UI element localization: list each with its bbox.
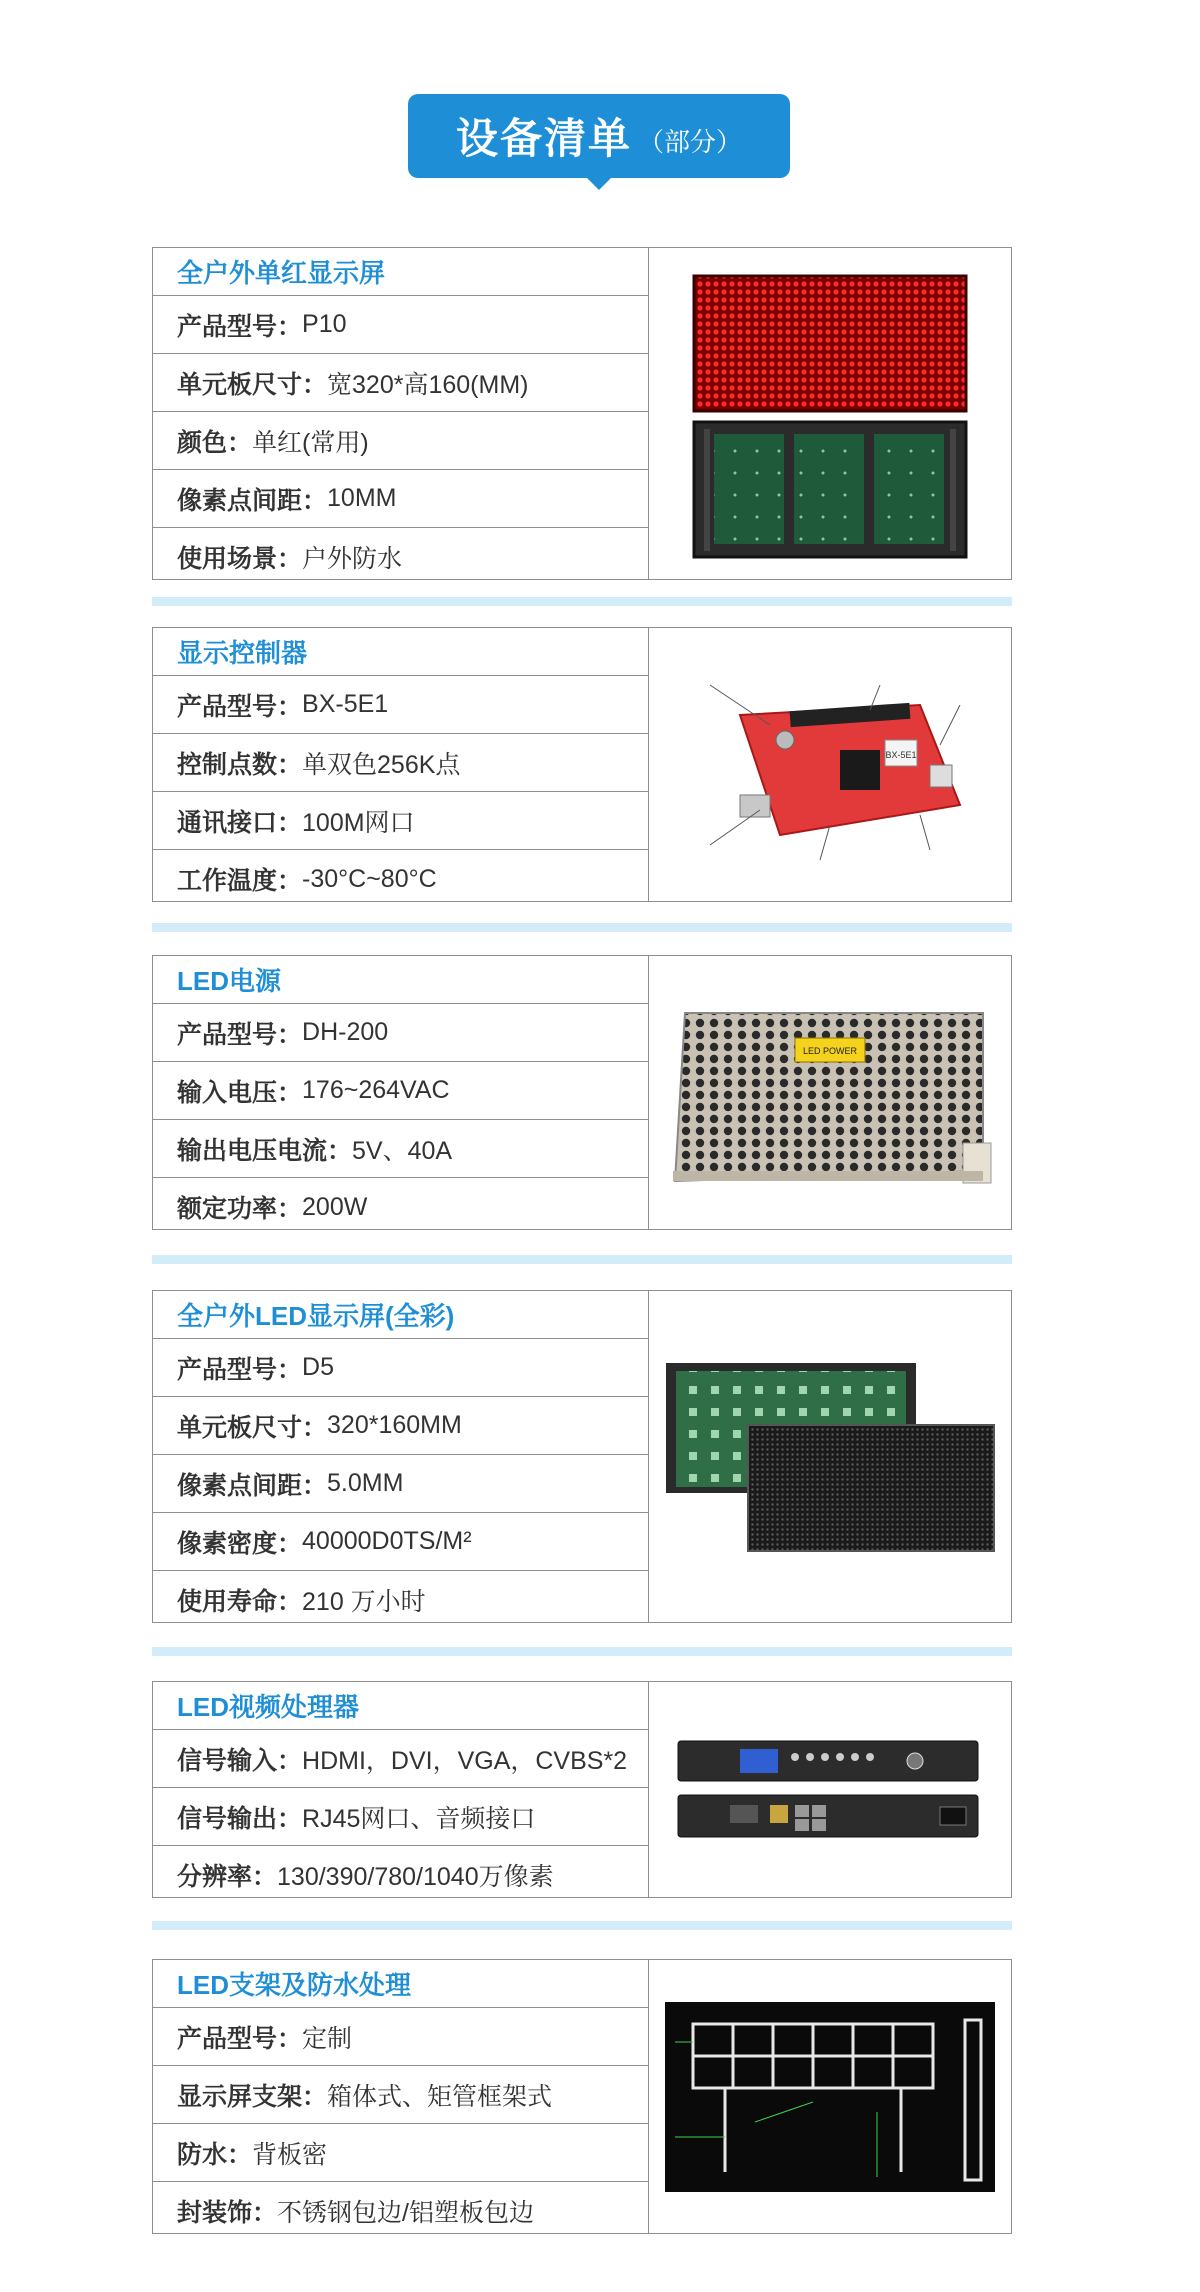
spec-list: [153, 1291, 649, 1622]
spec-label: 输出电压电流：: [177, 1136, 353, 1165]
spec-label: 单元板尺寸：: [177, 370, 328, 399]
spec-label: 防水：: [177, 2140, 253, 2169]
spec-value: 5.0MM: [327, 1469, 404, 1497]
spec-value: 130/390/780/1040万像素: [277, 1863, 554, 1891]
spec-row: [153, 296, 648, 354]
spec-value: 单双色256K点: [302, 750, 461, 779]
product-image-cell: [649, 1960, 1011, 2233]
spec-label: 通讯接口：: [177, 808, 303, 837]
spec-label: 单元板尺寸：: [177, 1413, 328, 1442]
controller-board-image: [670, 645, 990, 885]
product-image-cell: [649, 1682, 1011, 1897]
spec-value: 176~264VAC: [302, 1076, 450, 1104]
spec-row: [153, 1339, 648, 1397]
video-processor-image: [670, 1735, 990, 1845]
spec-row: [153, 2182, 648, 2240]
section-divider: [152, 1647, 1012, 1656]
spec-row: [153, 1513, 648, 1571]
spec-row: [153, 1062, 648, 1120]
spec-value: 背板密: [252, 2140, 328, 2169]
spec-row: [153, 528, 648, 586]
spec-row: [153, 1455, 648, 1513]
spec-list: [153, 956, 649, 1229]
section-title: 显示控制器: [153, 628, 648, 676]
spec-value: 户外防水: [302, 545, 403, 573]
spec-row: [153, 792, 648, 850]
spec-label: 信号输出：: [177, 1804, 303, 1833]
spec-list: [153, 248, 649, 579]
section-led-power: [152, 955, 1012, 1230]
spec-value: 10MM: [327, 484, 397, 512]
spec-value: D5: [302, 1353, 334, 1381]
spec-label: 分辨率：: [177, 1863, 278, 1891]
section-title: LED视频处理器: [153, 1682, 648, 1730]
spec-label: 产品型号：: [177, 312, 303, 341]
spec-label: 显示屏支架：: [177, 2082, 328, 2111]
section-title: LED支架及防水处理: [153, 1960, 648, 2008]
red-led-module-image: [680, 264, 980, 564]
bracket-diagram-image: [665, 2002, 995, 2192]
spec-label: 像素点间距：: [177, 486, 328, 515]
section-divider: [152, 1921, 1012, 1930]
spec-label: 颜色：: [177, 428, 253, 457]
spec-value: P10: [302, 310, 347, 338]
spec-row: [153, 1730, 648, 1788]
spec-row: [153, 470, 648, 528]
section-bracket-waterproof: [152, 1959, 1012, 2234]
psu-warning-label: LED POWER: [802, 1045, 858, 1056]
spec-label: 像素密度：: [177, 1529, 303, 1558]
spec-label: 产品型号：: [177, 692, 303, 721]
product-image-cell: [649, 248, 1011, 579]
spec-value: 40000D0TS/M²: [302, 1527, 472, 1555]
spec-row: [153, 1846, 648, 1904]
spec-label: 使用场景：: [177, 545, 303, 573]
spec-value: 100M网口: [302, 808, 415, 837]
spec-row: [153, 676, 648, 734]
spec-label: 使用寿命：: [177, 1588, 303, 1616]
spec-row: [153, 2124, 648, 2182]
spec-row: [153, 1397, 648, 1455]
product-image-cell: [649, 628, 1011, 901]
spec-row: [153, 2066, 648, 2124]
product-image-cell: [649, 1291, 1011, 1622]
section-title: 全户外LED显示屏(全彩): [153, 1291, 648, 1339]
spec-label: 工作温度：: [177, 867, 303, 895]
spec-label: 信号输入：: [177, 1746, 303, 1775]
spec-row: [153, 412, 648, 470]
full-color-module-image: [660, 1357, 1000, 1557]
spec-list: [153, 1682, 649, 1897]
spec-row: [153, 354, 648, 412]
page-title-badge: [408, 94, 790, 178]
spec-value: 320*160MM: [327, 1411, 462, 1439]
spec-value: HDMI，DVI，VGA，CVBS*2: [302, 1746, 628, 1775]
page-subtitle: （部分）: [638, 126, 743, 157]
spec-label: 封装饰：: [177, 2199, 278, 2227]
spec-value: 5V、40A: [352, 1136, 453, 1165]
spec-value: BX-5E1: [302, 690, 389, 718]
spec-row: [153, 1178, 648, 1236]
section-divider: [152, 1255, 1012, 1264]
spec-list: [153, 1960, 649, 2233]
spec-value: 定制: [302, 2024, 353, 2053]
spec-row: [153, 734, 648, 792]
section-divider: [152, 923, 1012, 932]
spec-row: [153, 1788, 648, 1846]
product-image-cell: [649, 956, 1011, 1229]
section-title: LED电源: [153, 956, 648, 1004]
spec-label: 产品型号：: [177, 1020, 303, 1049]
spec-value: 不锈钢包边/铝塑板包边: [277, 2199, 534, 2227]
spec-value: 210 万小时: [302, 1588, 426, 1616]
spec-value: 单红(常用): [252, 428, 369, 457]
spec-row: [153, 2008, 648, 2066]
spec-row: [153, 850, 648, 908]
controller-chip-label: BX-5E1: [885, 749, 917, 760]
section-full-color-display: [152, 1290, 1012, 1623]
page-title: 设备清单: [455, 115, 632, 162]
section-display-controller: [152, 627, 1012, 902]
spec-row: [153, 1120, 648, 1178]
spec-label: 像素点间距：: [177, 1471, 328, 1500]
spec-row: [153, 1004, 648, 1062]
spec-value: DH-200: [302, 1018, 389, 1046]
spec-row: [153, 1571, 648, 1629]
spec-value: 宽320*高160(MM): [327, 370, 529, 399]
spec-value: RJ45网口、音频接口: [302, 1804, 536, 1833]
section-divider: [152, 597, 1012, 606]
spec-list: [153, 628, 649, 901]
spec-label: 输入电压：: [177, 1078, 303, 1107]
spec-value: 箱体式、矩管框架式: [327, 2082, 553, 2111]
spec-label: 控制点数：: [177, 750, 303, 779]
spec-label: 产品型号：: [177, 1355, 303, 1384]
section-red-led-display: [152, 247, 1012, 580]
power-supply-image: [665, 993, 995, 1193]
spec-value: 200W: [302, 1192, 368, 1221]
spec-label: 产品型号：: [177, 2024, 303, 2053]
section-video-processor: [152, 1681, 1012, 1898]
section-title: 全户外单红显示屏: [153, 248, 648, 296]
spec-label: 额定功率：: [177, 1195, 303, 1223]
spec-value: -30°C~80°C: [302, 864, 437, 893]
